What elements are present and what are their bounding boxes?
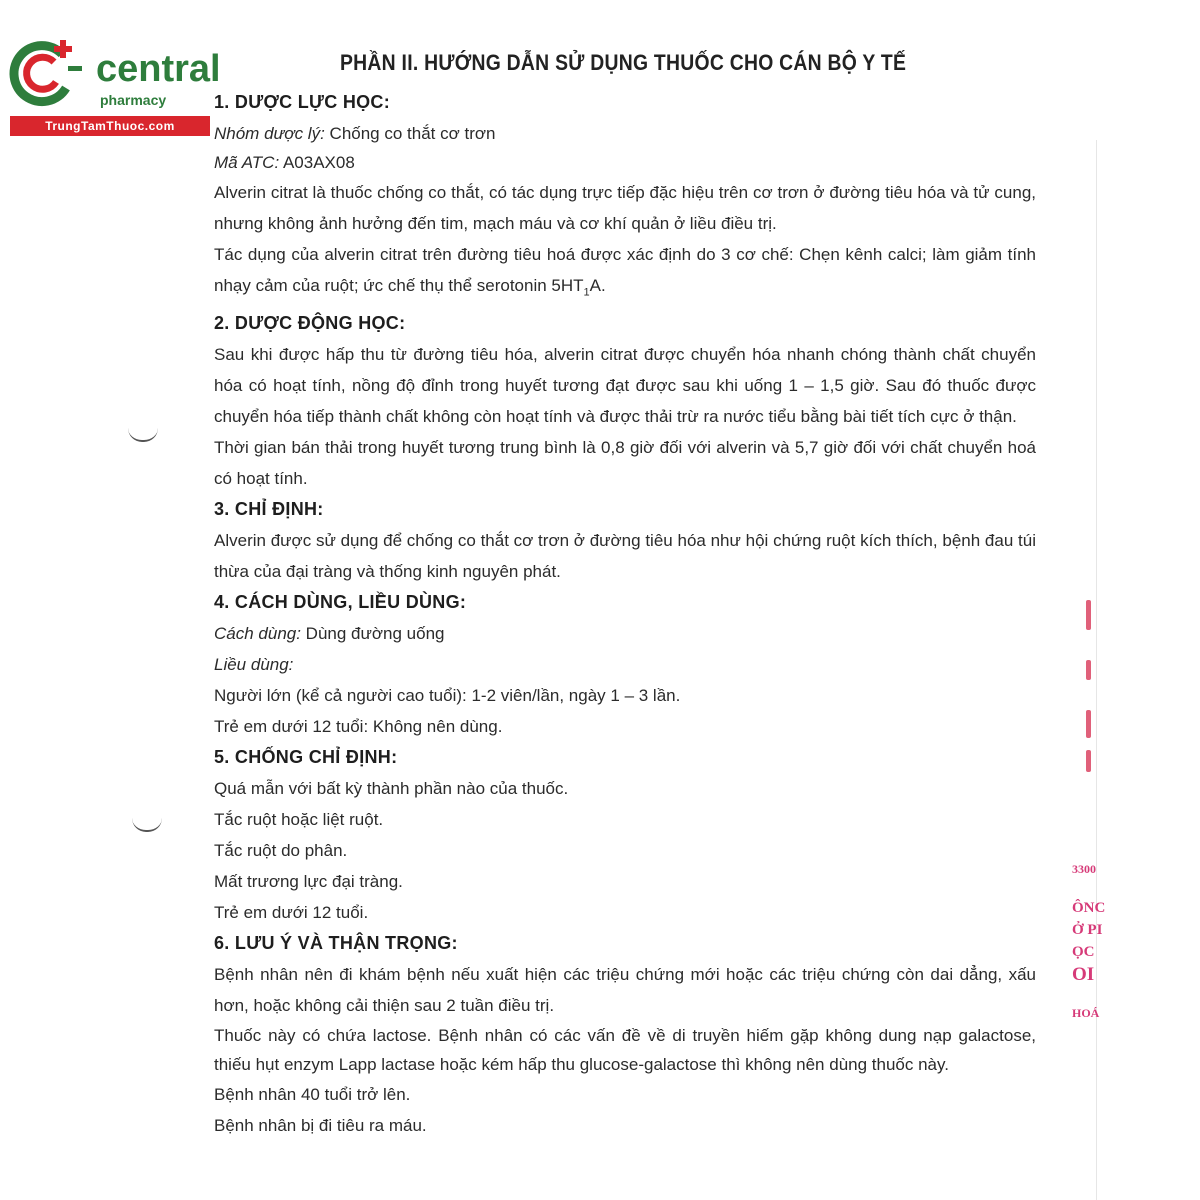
page-title: PHẦN II. HƯỚNG DẪN SỬ DỤNG THUỐC CHO CÁN BỘ Y TẾ bbox=[340, 50, 907, 75]
child-dose-line: Trẻ em dưới 12 tuổi: Không nên dùng. bbox=[214, 717, 503, 737]
central-pharmacy-logo[interactable] bbox=[10, 38, 221, 138]
stamp-text: ÔNC bbox=[1072, 900, 1106, 916]
contraindication-item: Mất trương lực đại tràng. bbox=[214, 872, 403, 892]
pharmacologic-group-line bbox=[214, 118, 1036, 149]
stamp-text: 3300 bbox=[1072, 862, 1096, 876]
central-logo-icon bbox=[10, 38, 90, 108]
subscript: 1 bbox=[583, 286, 590, 299]
contraindication-item: Tắc ruột do phân. bbox=[214, 841, 348, 861]
dose-label: Liều dùng: bbox=[214, 655, 294, 675]
paragraph bbox=[214, 239, 1036, 308]
atc-label: Mã ATC: bbox=[214, 153, 280, 172]
section-heading: 3. CHỈ ĐỊNH: bbox=[214, 499, 324, 520]
stamp-text: OI bbox=[1072, 964, 1095, 985]
paragraph-text: A. bbox=[589, 276, 606, 295]
route-line bbox=[214, 618, 1036, 649]
atc-value: A03AX08 bbox=[279, 153, 355, 172]
atc-line bbox=[214, 149, 1036, 177]
paragraph: Thời gian bán thải trong huyết tương trung bình là 0,8 giờ đối với alverin và 5,7 giờ đối với chất chuyển hoá có hoạt tính. bbox=[214, 438, 1036, 489]
stamp-text: ỌC bbox=[1072, 944, 1095, 960]
caution-line: Bệnh nhân bị đi tiêu ra máu. bbox=[214, 1116, 427, 1136]
binder-hole-mark bbox=[132, 818, 162, 832]
section-heading: 4. CÁCH DÙNG, LIỀU DÙNG: bbox=[214, 592, 467, 613]
route-label: Cách dùng: bbox=[214, 624, 301, 644]
adult-dose-line: Người lớn (kể cả người cao tuổi): 1-2 viên/lần, ngày 1 – 3 lần. bbox=[214, 686, 681, 706]
contraindication-item: Tắc ruột hoặc liệt ruột. bbox=[214, 810, 384, 830]
section-heading: 2. DƯỢC ĐỘNG HỌC: bbox=[214, 313, 406, 334]
section-heading: 6. LƯU Ý VÀ THẬN TRỌNG: bbox=[214, 933, 458, 954]
logo-sub-text: pharmacy bbox=[100, 92, 167, 108]
paragraph: Sau khi được hấp thu từ đường tiêu hóa, alverin citrat được chuyển hóa nhanh chóng thành chất chuyển hóa có hoạt tính, nồng độ đỉnh trong huyết tương đạt được sau khi uống 1 – 1,5 giờ. Sau đó thuốc được chuyển hóa tiếp thành chất không còn hoạt tính và được thải trừ ra nước tiểu bằng bài tiết tích cực ở thận. bbox=[214, 345, 1036, 427]
section-heading: 1. DƯỢC LỰC HỌC: bbox=[214, 92, 391, 112]
route-value: Dùng đường uống bbox=[300, 624, 445, 644]
paragraph: Alverin được sử dụng để chống co thắt cơ trơn ở đường tiêu hóa như hội chứng ruột kích thích, bệnh đau túi thừa của đại tràng và thống kinh nguyên phát. bbox=[214, 531, 1036, 582]
partial-stamp bbox=[1062, 850, 1106, 1040]
stamp-text: Ở PI bbox=[1072, 922, 1103, 938]
paragraph: Bệnh nhân nên đi khám bệnh nếu xuất hiện các triệu chứng mới hoặc các triệu chứng còn dai dẳng, xấu hơn, hoặc không cải thiện sau 2 tuần điều trị. bbox=[214, 965, 1036, 1016]
contraindication-item: Trẻ em dưới 12 tuổi. bbox=[214, 903, 369, 923]
contraindication-item: Quá mẫn với bất kỳ thành phần nào của thuốc. bbox=[214, 779, 569, 799]
section-heading: 5. CHỐNG CHỈ ĐỊNH: bbox=[214, 747, 398, 768]
document-body bbox=[214, 87, 1036, 1141]
stamp-text: HOÁ bbox=[1072, 1006, 1100, 1020]
logo-site-link[interactable]: TrungTamThuoc.com bbox=[10, 116, 210, 136]
paragraph-text: Tác dụng của alverin citrat trên đường tiêu hoá được xác định do 3 cơ chế: Chẹn kênh calci; làm giảm tính nhạy cảm của ruột; ức chế thụ thể serotonin 5HT bbox=[214, 245, 1036, 295]
paragraph: Alverin citrat là thuốc chống co thắt, có tác dụng trực tiếp đặc hiệu trên cơ trơn ở đường tiêu hóa và tử cung, nhưng không ảnh hưởng đến tim, mạch máu và cơ khí quản ở liều điều trị. bbox=[214, 183, 1036, 233]
caution-line: Bệnh nhân 40 tuổi trở lên. bbox=[214, 1085, 411, 1105]
margin-ink-marks bbox=[1082, 600, 1098, 780]
paragraph: Thuốc này có chứa lactose. Bệnh nhân có các vấn đề về di truyền hiếm gặp không dung nạp galactose, thiếu hụt enzym Lapp lactase hoặc kém hấp thu glucose-galactose thì không nên dùng thuốc này. bbox=[214, 1026, 1036, 1075]
logo-brand-text: central bbox=[96, 48, 221, 90]
group-label: Nhóm dược lý: bbox=[214, 124, 325, 143]
binder-hole-mark bbox=[128, 428, 158, 442]
group-value: Chống co thắt cơ trơn bbox=[324, 124, 496, 143]
